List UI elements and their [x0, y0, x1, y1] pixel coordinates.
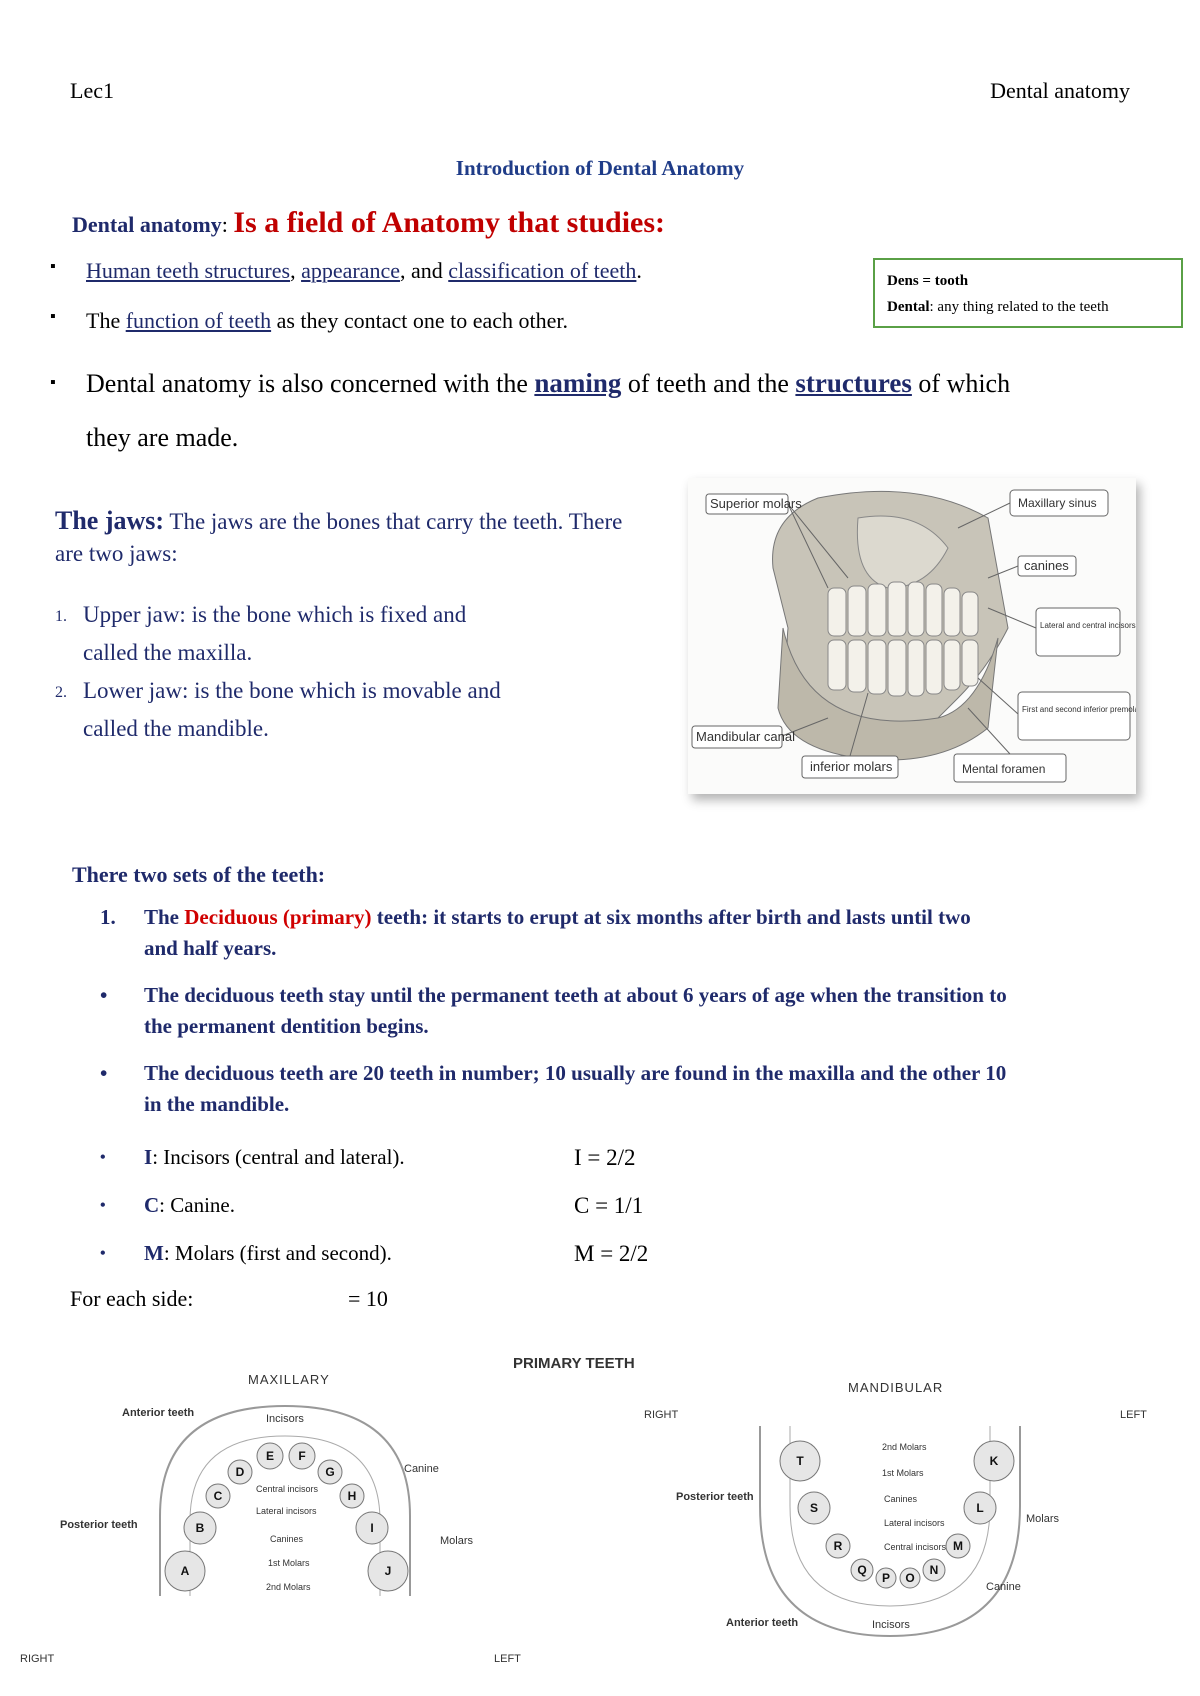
max-canine: Canine	[404, 1463, 439, 1475]
tooth-C: C	[213, 1489, 223, 1503]
definition-colon: :	[221, 212, 228, 237]
text-molars: : Molars (first and second).	[163, 1241, 392, 1265]
jaw-illustration	[688, 478, 1136, 794]
bullet-2	[50, 308, 568, 334]
tooth-N: N	[929, 1563, 939, 1577]
jaw-figure	[688, 478, 1136, 794]
tooth-R: R	[833, 1539, 843, 1553]
note-box	[873, 258, 1183, 328]
note-dental-def: : any thing related to the teeth	[929, 299, 1109, 315]
tooth-F: F	[298, 1449, 306, 1463]
max-incisors: Incisors	[266, 1413, 304, 1425]
jaws-intro-text: The jaws are the bones that carry the teeth. There are two jaws:	[55, 509, 623, 566]
mand-incisors: Incisors	[872, 1619, 910, 1631]
tooth-L: L	[976, 1501, 984, 1515]
bullet-dot: •	[100, 1149, 106, 1166]
jaw-2-line1: Lower jaw: is the bone which is movable and	[83, 678, 501, 703]
max-canines: Canines	[270, 1534, 304, 1544]
word-mandible: mandible	[200, 1092, 285, 1116]
link-appearance: appearance	[301, 258, 400, 283]
max-posterior: Posterior teeth	[60, 1519, 138, 1531]
tooth-D: D	[235, 1465, 245, 1479]
b3-p3: of teeth and the	[621, 369, 796, 398]
formula-row-incisors	[100, 1142, 1160, 1173]
lbl-incisors: Lateral and central incisors	[1040, 621, 1136, 630]
primary-title: PRIMARY TEETH	[513, 1355, 635, 1372]
bullet-1	[50, 258, 642, 284]
set1-p4: and half years.	[144, 936, 277, 960]
set1-p1: The	[144, 905, 185, 929]
abbr-M: M	[144, 1241, 164, 1265]
mand-anterior: Anterior teeth	[726, 1617, 799, 1629]
b2-p3: as they contact one to each other.	[271, 308, 568, 333]
mand-posterior: Posterior teeth	[676, 1491, 754, 1503]
jaw-num-1: 1.	[55, 608, 67, 625]
tooth-T: T	[796, 1454, 804, 1468]
tooth-H: H	[347, 1489, 357, 1503]
set3-p6: .	[284, 1092, 290, 1116]
bullet-dot: •	[100, 1061, 108, 1085]
formula-row-molars	[100, 1238, 1160, 1269]
lbl-mandibular-canal: Mandibular canal	[696, 729, 796, 744]
page-title: Introduction of Dental Anatomy	[455, 156, 745, 180]
jaws-intro	[55, 505, 625, 570]
mand-lateral: Lateral incisors	[884, 1518, 945, 1528]
bullet-3	[50, 356, 1010, 465]
word-structures: structures	[795, 368, 912, 398]
header-subject: Dental anatomy	[990, 78, 1130, 103]
b3-p1: Dental anatomy is also concerned with the	[86, 369, 535, 398]
definition	[72, 206, 665, 240]
definition-text: Is a field of Anatomy that studies:	[233, 206, 666, 239]
jaw-1-line2: called the maxilla.	[83, 640, 253, 665]
tooth-B: B	[195, 1521, 205, 1535]
mandibular-heading: MANDIBULAR	[848, 1380, 944, 1395]
formula-C: C = 1/1	[574, 1193, 644, 1218]
b1-end: .	[636, 258, 642, 283]
link-classification: classification of teeth	[448, 258, 637, 283]
note-dens: Dens = tooth	[887, 273, 969, 289]
set2-l2: the permanent dentition begins.	[144, 1014, 429, 1038]
tooth-K: K	[989, 1454, 999, 1468]
max-first-molars: 1st Molars	[268, 1558, 310, 1568]
tooth-O: O	[905, 1571, 915, 1585]
b1-sep1: ,	[290, 258, 302, 283]
tooth-A: A	[180, 1564, 190, 1578]
jaw-num-2: 2.	[55, 684, 67, 701]
word-maxilla: maxilla	[788, 1061, 855, 1085]
tooth-G: G	[325, 1465, 335, 1479]
lbl-inferior-molars: inferior molars	[810, 759, 893, 774]
jaw-item-1	[55, 596, 655, 672]
max-right: RIGHT	[20, 1653, 55, 1665]
tooth-J: J	[384, 1564, 392, 1578]
lbl-premolars: First and second inferior premolars	[1022, 705, 1136, 714]
mand-canines: Canines	[884, 1494, 918, 1504]
set1-p3: teeth: it starts to erupt at six months after birth and lasts until two	[371, 905, 971, 929]
max-molars: Molars	[440, 1535, 474, 1547]
each-side-label: For each side:	[70, 1286, 194, 1311]
tooth-S: S	[809, 1501, 819, 1515]
mand-right: RIGHT	[644, 1409, 679, 1421]
max-second-molars: 2nd Molars	[266, 1582, 311, 1592]
b3-p6: they are made.	[86, 423, 239, 452]
mand-central: Central incisors	[884, 1542, 947, 1552]
tooth-E: E	[265, 1449, 275, 1463]
mand-canine: Canine	[986, 1581, 1021, 1593]
tooth-I: I	[370, 1521, 374, 1535]
text-incisors: : Incisors (central and lateral).	[152, 1145, 405, 1169]
mand-left: LEFT	[1120, 1409, 1147, 1421]
bullet-dot: •	[100, 1245, 106, 1262]
formula-M: M = 2/2	[574, 1241, 649, 1266]
each-side-total: = 10	[348, 1286, 388, 1311]
abbr-C: C	[144, 1193, 160, 1217]
text-canine: : Canine.	[159, 1193, 235, 1217]
b1-sep2: , and	[399, 258, 449, 283]
jaw-1-line1: Upper jaw: is the bone which is fixed and	[83, 602, 467, 627]
max-lateral: Lateral incisors	[256, 1506, 317, 1516]
note-dental-term: Dental	[887, 299, 930, 315]
deciduous-term: Deciduous (primary)	[184, 905, 372, 929]
lbl-superior-molars: Superior molars	[710, 496, 802, 511]
link-function: function of teeth	[125, 308, 272, 333]
lbl-mental-foramen: Mental foramen	[962, 762, 1046, 776]
maxillary-heading: MAXILLARY	[248, 1372, 330, 1387]
mand-second-molars: 2nd Molars	[882, 1442, 927, 1452]
header-lecture: Lec1	[70, 78, 114, 103]
abbr-I: I	[144, 1145, 153, 1169]
formula-row-canine	[100, 1190, 1160, 1221]
set-num-1: 1.	[100, 905, 116, 929]
tooth-P: P	[881, 1571, 891, 1585]
bullet-dot: •	[100, 983, 108, 1007]
tooth-Q: Q	[857, 1563, 867, 1577]
set2-l1: The deciduous teeth stay until the permanent teeth at about 6 years of age when the transition to	[144, 983, 1007, 1007]
formula-I: I = 2/2	[574, 1145, 636, 1170]
jaws-label: The jaws:	[55, 506, 165, 535]
link-structures: Human teeth structures	[86, 258, 291, 283]
word-naming: naming	[534, 368, 622, 398]
tooth-M: M	[953, 1539, 963, 1553]
primary-teeth-figure	[0, 1346, 1200, 1686]
set3-p1: The deciduous teeth are 20 teeth in number; 10 usually are found in the	[144, 1061, 789, 1085]
lbl-maxillary-sinus: Maxillary sinus	[1018, 496, 1097, 510]
b3-p5: of which	[911, 369, 1011, 398]
jaw-2-line2: called the mandible.	[83, 716, 269, 741]
set-item-2	[100, 980, 1160, 1042]
primary-teeth-diagram	[0, 1346, 1200, 1686]
definition-term: Dental anatomy	[72, 212, 222, 237]
max-central: Central incisors	[256, 1484, 319, 1494]
mand-first-molars: 1st Molars	[882, 1468, 924, 1478]
lbl-canines: canines	[1024, 558, 1069, 573]
max-left: LEFT	[494, 1653, 521, 1665]
max-anterior: Anterior teeth	[122, 1407, 195, 1419]
sets-heading: There two sets of the teeth:	[72, 862, 326, 887]
set-item-1	[100, 902, 1160, 964]
set3-p3: and the other 10	[854, 1061, 1007, 1085]
b2-p1: The	[86, 308, 126, 333]
set-item-3	[100, 1058, 1160, 1120]
mand-molars: Molars	[1026, 1513, 1060, 1525]
bullet-dot: •	[100, 1197, 106, 1214]
jaw-item-2	[55, 672, 655, 748]
set3-p4: in the	[144, 1092, 201, 1116]
